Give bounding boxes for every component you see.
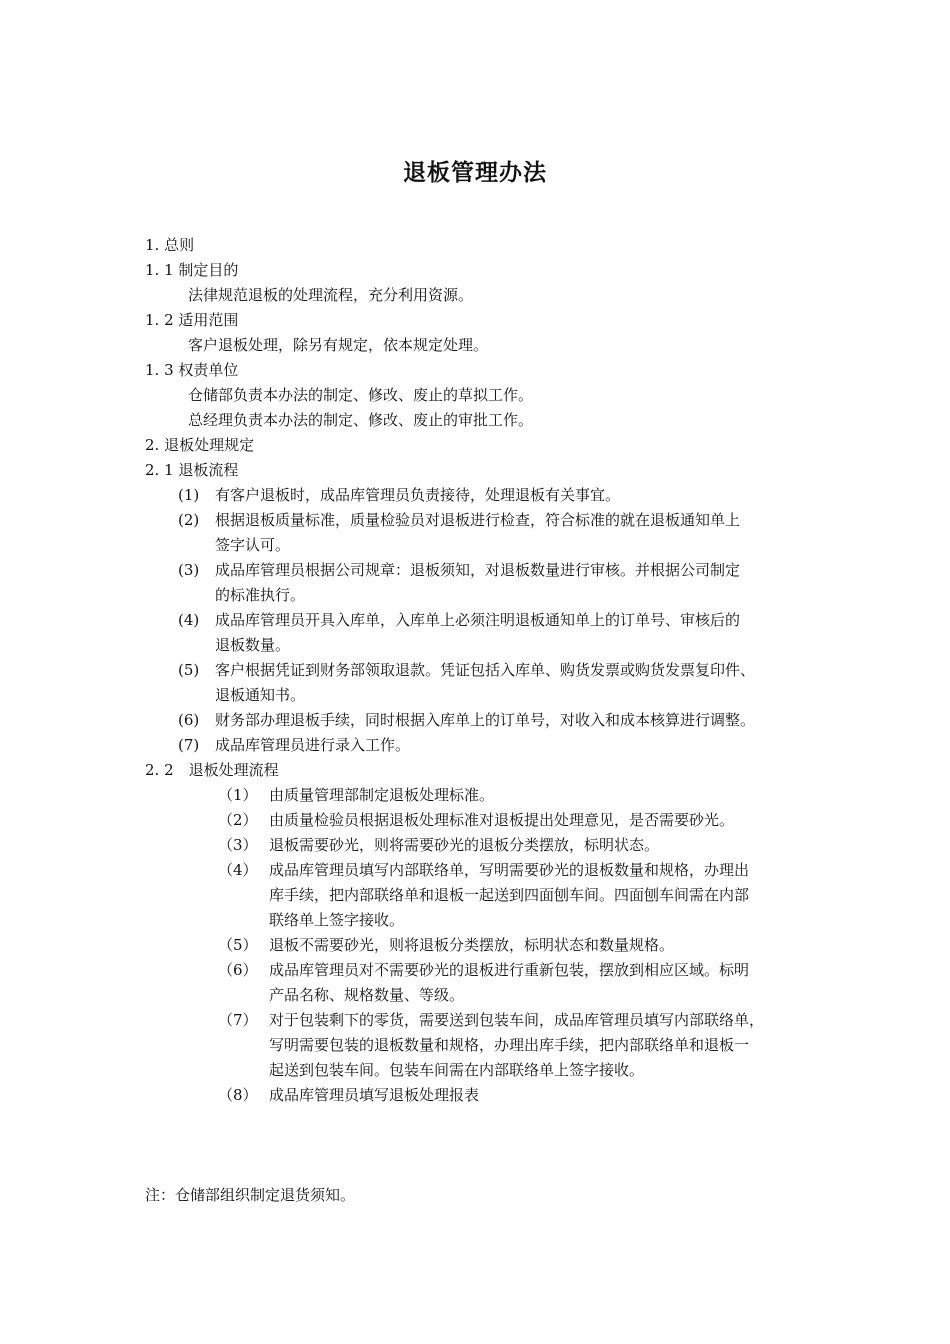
heading-scope: 1. 2 适用范围	[145, 311, 239, 329]
flow2-item-7-num: （7）	[218, 1011, 258, 1029]
flow1-item-2-text: 根据退板质量标准，质量检验员对退板进行检查，符合标准的就在退板通知单上	[215, 511, 741, 529]
flow1-item-4-text-cont: 退板数量。	[215, 636, 291, 654]
flow2-item-6-text: 成品库管理员对不需要砂光的退板进行重新包装，摆放到相应区域。标明	[269, 961, 750, 979]
flow2-item-4-text-cont-1: 库手续，把内部联络单和退板一起送到四面刨车间。四面刨车间需在内部	[269, 886, 750, 904]
flow1-item-2-text-cont: 签字认可。	[215, 536, 291, 554]
flow1-item-3-text: 成品库管理员根据公司规章：退板须知，对退板数量进行审核。并根据公司制定	[215, 561, 741, 579]
flow1-item-3-num: (3)	[178, 561, 200, 579]
flow2-item-8-num: （8）	[218, 1086, 258, 1104]
flow2-item-2-num: （2）	[218, 811, 258, 829]
flow2-item-3-num: （3）	[218, 836, 258, 854]
flow2-item-5-text: 退板不需要砂光，则将退板分类摆放，标明状态和数量规格。	[269, 936, 675, 954]
flow1-item-7-text: 成品库管理员进行录入工作。	[215, 736, 411, 754]
flow2-item-5-num: （5）	[218, 936, 258, 954]
flow1-item-6-num: (6)	[178, 711, 200, 729]
flow2-item-4-text: 成品库管理员填写内部联络单，写明需要砂光的退板数量和规格，办理出	[269, 861, 750, 879]
flow2-item-6-num: （6）	[218, 961, 258, 979]
flow2-item-1-num: （1）	[218, 786, 258, 804]
flow2-item-2-text: 由质量检验员根据退板处理标准对退板提出处理意见，是否需要砂光。	[269, 811, 735, 829]
document-title: 退板管理办法	[403, 160, 547, 186]
flow2-item-8-text: 成品库管理员填写退板处理报表	[269, 1086, 480, 1104]
flow2-item-4-text-cont-2: 联络单上签字接收。	[269, 911, 405, 929]
responsibility-text-1: 仓储部负责本办法的制定、修改、废止的草拟工作。	[188, 386, 534, 404]
flow1-item-5-text: 客户根据凭证到财务部领取退款。凭证包括入库单、购货发票或购货发票复印件、	[215, 661, 756, 679]
flow2-item-4-num: （4）	[218, 861, 258, 879]
heading-processing-flow: 2. 2 退板处理流程	[145, 761, 279, 779]
flow1-item-5-num: (5)	[178, 661, 200, 679]
flow2-item-3-text: 退板需要砂光，则将需要砂光的退板分类摆放，标明状态。	[269, 836, 660, 854]
flow1-item-4-num: (4)	[178, 611, 200, 629]
flow2-item-7-text-cont-1: 写明需要包装的退板数量和规格，办理出库手续，把内部联络单和退板一	[269, 1036, 750, 1054]
heading-return-flow: 2. 1 退板流程	[145, 461, 239, 479]
responsibility-text-2: 总经理负责本办法的制定、修改、废止的审批工作。	[188, 411, 534, 429]
flow1-item-1-num: (1)	[178, 486, 200, 504]
heading-general: 1. 总则	[145, 236, 195, 254]
flow2-item-7-text: 对于包装剩下的零货，需要送到包装车间，成品库管理员填写内部联络单，	[269, 1011, 765, 1029]
flow1-item-7-num: (7)	[178, 736, 200, 754]
heading-responsibility: 1. 3 权责单位	[145, 361, 239, 379]
footer-note: 注：仓储部组织制定退货须知。	[145, 1186, 356, 1204]
flow1-item-6-text: 财务部办理退板手续，同时根据入库单上的订单号，对收入和成本核算进行调整。	[215, 711, 756, 729]
flow1-item-5-text-cont: 退板通知书。	[215, 686, 306, 704]
flow1-item-1-text: 有客户退板时，成品库管理员负责接待，处理退板有关事宜。	[215, 486, 621, 504]
flow1-item-4-text: 成品库管理员开具入库单，入库单上必须注明退板通知单上的订单号、审核后的	[215, 611, 741, 629]
flow1-item-2-num: (2)	[178, 511, 200, 529]
purpose-text: 法律规范退板的处理流程，充分利用资源。	[188, 286, 474, 304]
flow2-item-7-text-cont-2: 起送到包装车间。包装车间需在内部联络单上签字接收。	[269, 1061, 645, 1079]
flow1-item-3-text-cont: 的标准执行。	[215, 586, 306, 604]
flow2-item-6-text-cont: 产品名称、规格数量、等级。	[269, 986, 465, 1004]
heading-purpose: 1. 1 制定目的	[145, 261, 239, 279]
flow2-item-1-text: 由质量管理部制定退板处理标准。	[269, 786, 495, 804]
heading-return-rules: 2. 退板处理规定	[145, 436, 255, 454]
scope-text: 客户退板处理，除另有规定，依本规定处理。	[188, 336, 489, 354]
